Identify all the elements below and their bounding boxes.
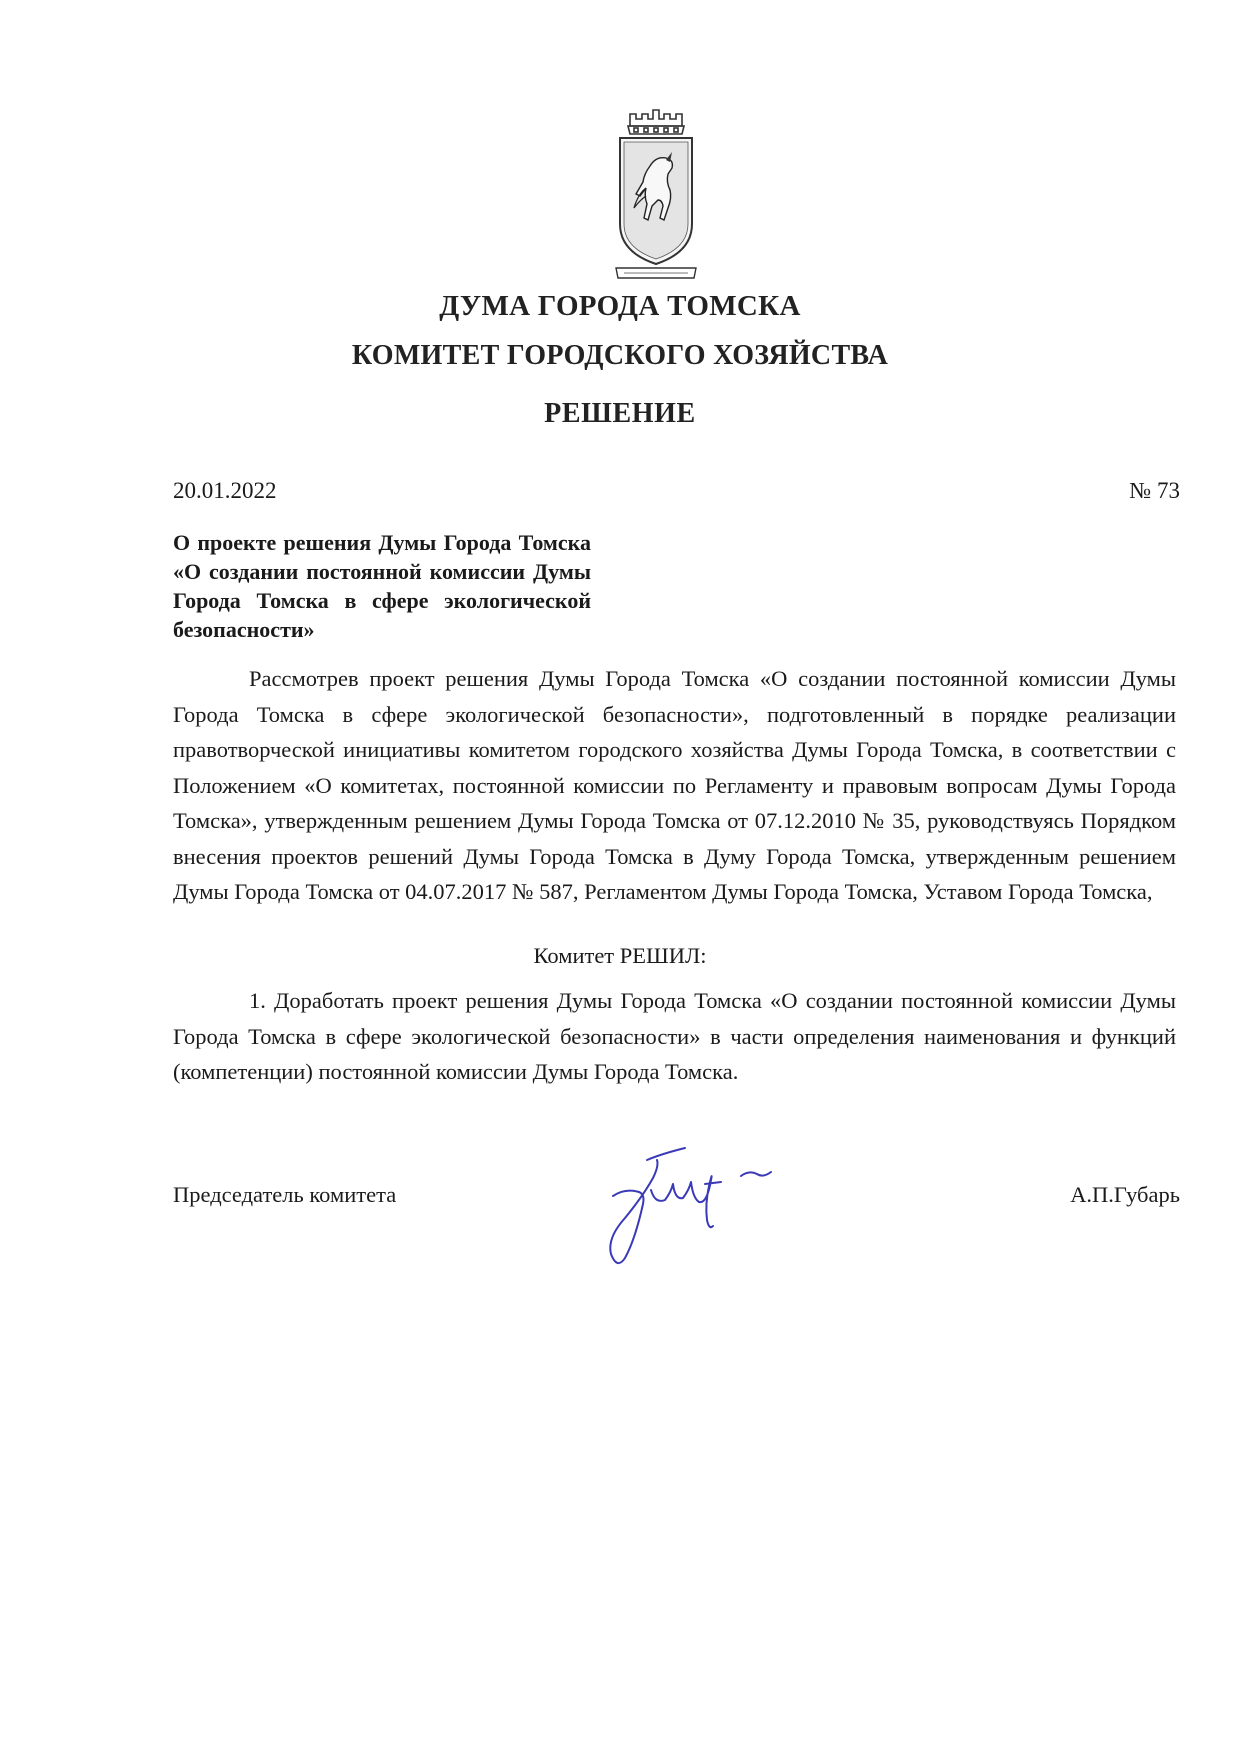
- decision-date: 20.01.2022: [173, 478, 277, 503]
- preamble-paragraph: Рассмотрев проект решения Думы Города Томска «О создании постоянной комиссии Думы Города Томска в сфере экологической безопасности», подготовленный в порядке реализации правотворческой инициативы комитетом городского хозяйства Думы Города Томска, в соответствии с Положением «О комитетах, постоянной комиссии по Регламенту и правовым вопросам Думы Города Томска», утвержденным решением Думы Города Томска от 07.12.2010 № 35, руководствуясь Порядком внесения проектов решений Думы Города Томска в Думу Города Томска, утвержденным решением Думы Города Томска от 04.07.2017 № 587, Регламентом Думы Города Томска, Уставом Города Томска,: [173, 666, 1176, 904]
- document-type-title: РЕШЕНИЕ: [544, 398, 696, 429]
- resolved-heading: Комитет РЕШИЛ:: [533, 943, 707, 968]
- decision-subject: О проекте решения Думы Города Томска «О создании постоянной комиссии Думы Города Томска в сфере экологической безопасности»: [173, 530, 591, 642]
- tomsk-coat-of-arms-icon: [610, 104, 702, 282]
- handwritten-signature-icon: [595, 1130, 850, 1270]
- resolution-item-1: 1. Доработать проект решения Думы Города Томска «О создании постоянной комиссии Думы Города Томска в сфере экологической безопасности» в части определения наименования и функций (компетенции) постоянной комиссии Думы Города Томска.: [173, 988, 1176, 1084]
- committee-title: КОМИТЕТ ГОРОДСКОГО ХОЗЯЙСТВА: [351, 340, 889, 371]
- signatory-name: А.П.Губарь: [1070, 1182, 1180, 1207]
- decision-number: № 73: [1129, 478, 1180, 503]
- signatory-role: Председатель комитета: [173, 1182, 397, 1207]
- organization-title: ДУМА ГОРОДА ТОМСКА: [439, 290, 801, 322]
